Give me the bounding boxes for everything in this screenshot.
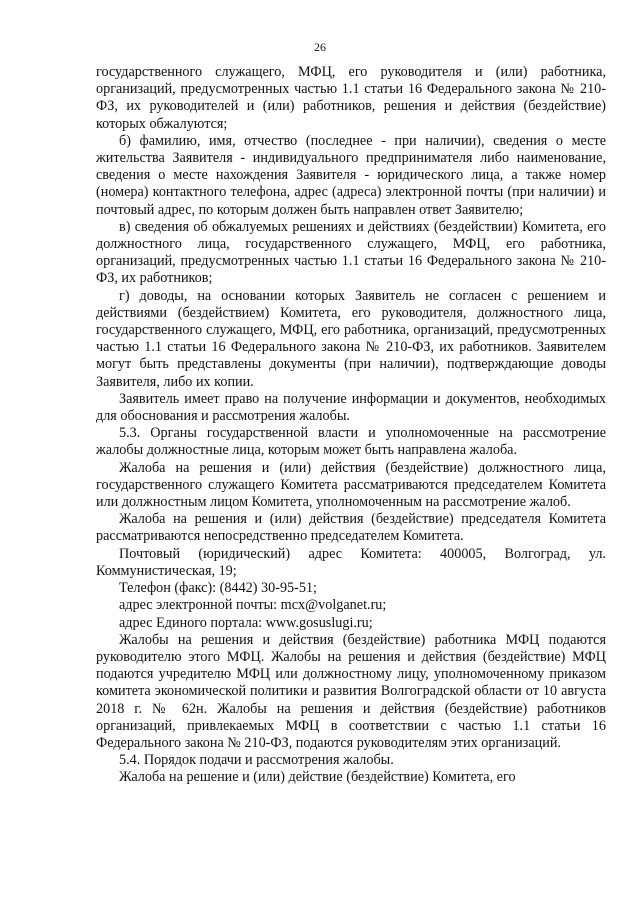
paragraph-phone: Телефон (факс): (8442) 30-95-51; bbox=[119, 580, 317, 597]
paragraph-complaint-officials: Жалоба на решения и (или) действия (бездействие) должностного лица, государственного служащего Комитета рассматриваются председателем Комитета или должностным лицом Комитета, уполномоченным на рассмотрение жалоб. bbox=[96, 459, 606, 511]
paragraph-item-g: г) доводы, на основании которых Заявитель не согласен с решением и действиями (бездействием) Комитета, его руководителя, должностного лица, государственного служащего, МФЦ, его работника, организаций, предусмотренных частью 1.1 статьи 16 Федерального закона № 210-ФЗ, их работников. Заявителем могут быть представлены документы (при наличии), подтверждающие доводы Заявителя, либо их копии. bbox=[96, 287, 606, 390]
paragraph-item-v: в) сведения об обжалуемых решениях и действиях (бездействии) Комитета, его должностного лица, государственного служащего, МФЦ, его работника, организаций, предусмотренных частью 1.1 статьи 16 Федерального закона № 210-ФЗ, их работников; bbox=[96, 218, 606, 287]
paragraph-email: адрес электронной почты: mcx@volganet.ru; bbox=[119, 597, 387, 614]
paragraph-section-5-3: 5.3. Органы государственной власти и уполномоченные на рассмотрение жалобы должностные лица, которым может быть направлена жалоба. bbox=[96, 425, 606, 459]
paragraph-section-5-4: 5.4. Порядок подачи и рассмотрения жалобы. bbox=[119, 752, 394, 769]
paragraph-complaint-start: Жалоба на решение и (или) действие (бездействие) Комитета, его bbox=[119, 769, 516, 786]
paragraph-continuation: государственного служащего, МФЦ, его руководителя и (или) работника, организаций, предусмотренных частью 1.1 статьи 16 Федерального закона № 210-ФЗ, их руководителей и (или) работников, решения и действия (бездействие) которых обжалуются; bbox=[96, 64, 606, 132]
page-number: 26 bbox=[314, 40, 326, 54]
document-body bbox=[96, 64, 606, 787]
paragraph-item-b: б) фамилию, имя, отчество (последнее - при наличии), сведения о месте жительства Заявителя - индивидуального предпринимателя либо наименование, сведения о месте нахождения Заявителя - юридического лица, а также номер (номера) контактного телефона, адрес (адреса) электронной почты (при наличии) и почтовый адрес, по которым должен быть направлен ответ Заявителю; bbox=[96, 132, 606, 218]
paragraph-portal: адрес Единого портала: www.gosuslugi.ru; bbox=[119, 614, 373, 631]
paragraph-postal-address: Почтовый (юридический) адрес Комитета: 400005, Волгоград, ул. Коммунистическая, 19; bbox=[96, 545, 606, 579]
paragraph-mfc-complaints: Жалобы на решения и действия (бездействие) работника МФЦ подаются руководителю этого МФЦ. Жалобы на решения и действия (бездействие) МФЦ подаются учредителю МФЦ или должностному лицу, уполномоченному приказом комитета экономической политики и развития Волгоградской области от 10 августа 2018 г. № 62н. Жалобы на решения и действия (бездействие) работников организаций, привлекаемых МФЦ в соответствии с частью 1.1 статьи 16 Федерального закона № 210-ФЗ, подаются руководителям этих организаций. bbox=[96, 631, 606, 751]
paragraph-right-to-info: Заявитель имеет право на получение информации и документов, необходимых для обоснования и рассмотрения жалобы. bbox=[96, 390, 606, 425]
paragraph-complaint-chairman: Жалоба на решения и (или) действия (бездействие) председателя Комитета рассматриваются непосредственно председателем Комитета. bbox=[96, 511, 606, 545]
